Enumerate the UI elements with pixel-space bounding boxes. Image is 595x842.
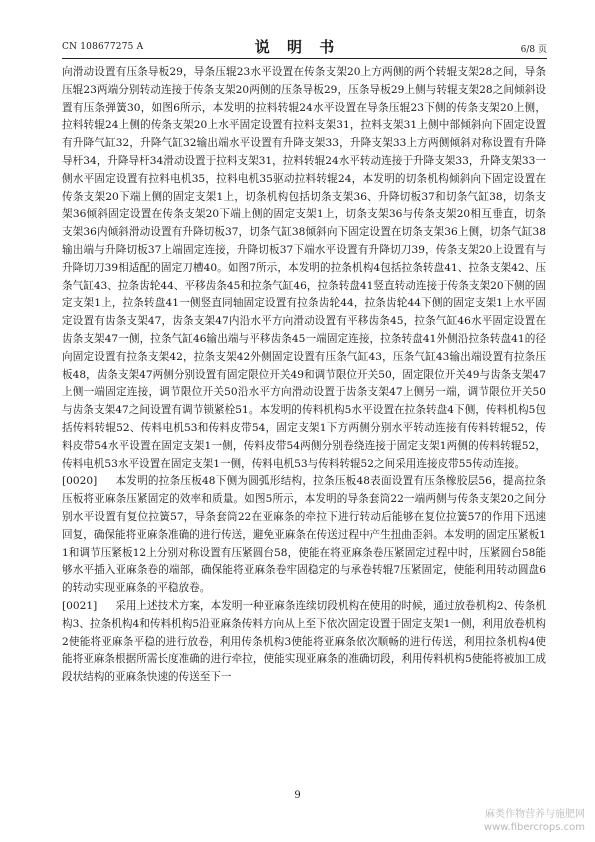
document-body	[62, 64, 546, 774]
watermark-line-1: 麻类作物营养与施肥网	[485, 809, 585, 820]
header-divider	[62, 58, 547, 59]
paragraph-text: 本发明的拉条压板48下侧为圆弧形结构，拉条压板48表面设置有压条橡胶层56，提高拉条压板将亚麻条压紧固定的效率和质量。如图5所示，本发明的导条套筒22一端两侧与传条支架20之间分别水平设置有复位拉簧57，导条套筒22在亚麻条的牵拉下进行转动后能够在复位拉簧57的作用下迅速回复，确保能将亚麻条准确的进行传送，避免亚麻条在传送过程中产生扭曲歪斜。本发明的固定压紧板11和调节压紧板12上分别对称设置有压紧圆台58，使能在将亚麻条卷压紧固定过程中时，压紧圆台58能够水平插入亚麻条卷的端部，确保能将亚麻条卷牢固稳定的与承卷转辊7压紧固定，使能利用转动圆盘6的转动实现亚麻条的平稳放卷。	[62, 475, 546, 595]
document-title: 说 明 书	[254, 38, 341, 56]
paragraph-continuation	[62, 64, 546, 473]
page-number: 9	[294, 790, 301, 801]
watermark	[484, 808, 585, 834]
paragraph-tag: [0021]	[62, 599, 98, 612]
paragraph-0020	[62, 473, 546, 598]
paragraph-0021	[62, 598, 546, 687]
paragraph-text: 采用上述技术方案，本发明一种亚麻条连续切段机构在使用的时候，通过放卷机构2、传条机构3、拉条机构4和传料机构5沿亚麻条传料方向从上至下依次固定设置于固定支架1一侧，利用放卷机构2使能将亚麻条平稳的进行放卷，利用传条机构3使能将亚麻条依次顺畅的进行传送，利用拉条机构4使能将亚麻条根据所需长度准确的进行牵拉，使能实现亚麻条的准确切段，利用传料机构5使能将被加工成段状结构的亚麻条快速的传送至下一	[62, 599, 546, 684]
watermark-line-2: www.fibercrops.com	[483, 822, 585, 833]
patent-number: CN 108677275 A	[62, 42, 144, 52]
paragraph-text: 向滑动设置有压条导板29，导条压辊23水平设置在传条支架20上方两侧的两个转辊支架28之间，导条压辊23两端分别转动连接于传条支架20两侧的压条导板29，压条导板29上侧与转辊支架28之间倾斜设置有压条弹簧30，如图6所示，本发明的拉料转辊24水平设置在导条压辊23下侧的传条支架20上侧，拉料转辊24上侧的传条支架20上水平固定设置有拉料支架31，拉料支架31上侧中部倾斜向下固定设置有升降气缸32，升降气缸32输出端水平设置有升降支架33，升降支架33上方两侧倾斜对称设置有升降导杆34，升降导杆34滑动设置于拉料支架31，拉料转辊24水平转动连接于升降支架33，升降支架33一侧水平固定设置有拉料电机35，拉料电机35驱动拉料转辊24，本发明的切条机构倾斜向下固定设置在传条支架20下端上侧的固定支架1上，切条机构包括切条支架36、升降切板37和切条气缸38，切条支架36倾斜固定设置在传条支架20下端上侧的固定支架1上，切条支架36与传条支架20相互垂直，切条支架36内倾斜滑动设置有升降切板37，切条气缸38倾斜向下固定设置在切条支架36上侧，切条气缸38输出端与升降切板37上端固定连接，升降切板37下端水平设置有升降切刀39，传条支架20上设置有与升降切刀39相适配的固定刀槽40。如图7所示，本发明的拉条机构4包括拉条转盘41、拉条支架42、压条气缸43、拉条齿轮44、平移齿条45和拉条气缸46，拉条转盘41竖直转动连接于传条支架20下侧的固定支架1上，拉条转盘41一侧竖直同轴固定设置有拉条齿轮44，拉条齿轮44下侧的固定支架1上水平固定设置有齿条支架47，齿条支架47内沿水平方向滑动设置有平移齿条45，拉条气缸46水平固定设置在齿条支架47一侧，拉条气缸46输出端与平移齿条45一端固定连接，拉条转盘41外侧沿拉条转盘41的径向固定设置有拉条支架42，拉条支架42外侧固定设置有压条气缸43，压条气缸43输出端设置有拉条压板48，齿条支架47两侧分别设置有固定限位开关49和调节限位开关50，固定限位开关49与齿条支架47上侧一端固定连接，调节限位开关50沿水平方向滑动设置于齿条支架47上侧另一端，调节限位开关50与齿条支架47之间设置有调节锁紧栓51。本发明的传料机构5水平设置在拉条转盘4下侧，传料机构5包括传料转辊52、传料电机53和传料皮带54，固定支架1下方两侧分别水平转动连接有传料转辊52，传料皮带54水平设置在固定支架1一侧，传料皮带54两侧分别卷绕连接于固定支架1两侧的传料转辊52，传料电机53水平设置在固定支架1一侧，传料电机53与传料转辊52之间采用连接皮带55传动连接。	[62, 66, 546, 470]
page-indicator: 6/8 页	[520, 45, 547, 55]
page-header	[0, 0, 595, 60]
paragraph-tag: [0020]	[62, 475, 98, 488]
